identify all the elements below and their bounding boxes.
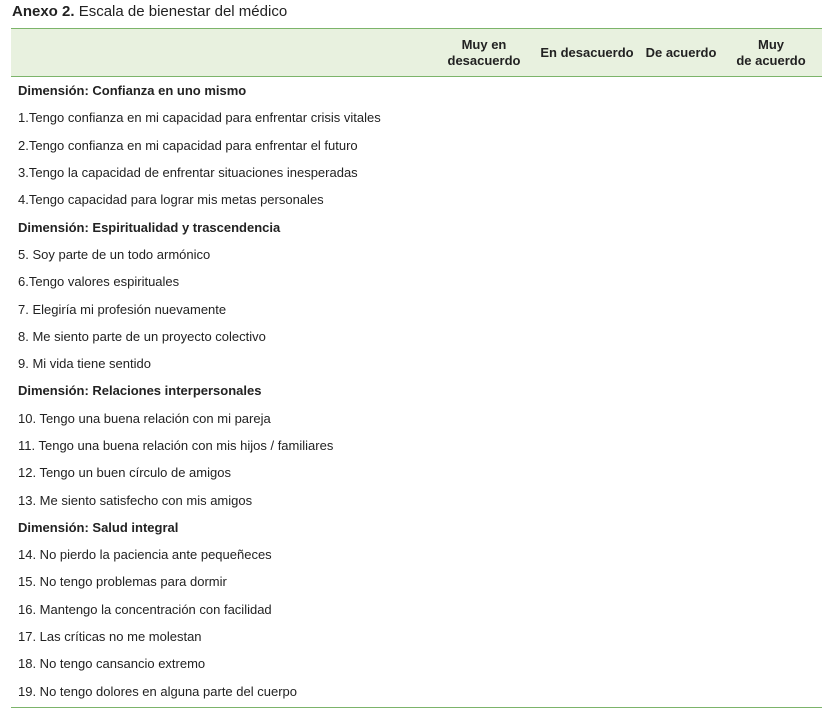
column-header-en-desacuerdo: En desacuerdo: [540, 44, 634, 60]
column-header-muy-de-acuerdo: Muy de acuerdo: [736, 36, 806, 68]
table-row: 19. No tengo dolores en alguna parte del cuerpo: [18, 683, 297, 699]
table-row: 4.Tengo capacidad para lograr mis metas personales: [18, 192, 324, 208]
dimension-heading: Dimensión: Confianza en uno mismo: [18, 83, 247, 99]
dimension-heading: Dimensión: Espiritualidad y trascendencia: [18, 219, 281, 235]
column-header-de-acuerdo: De acuerdo: [645, 44, 717, 60]
table-row: 2.Tengo confianza en mi capacidad para enfrentar el futuro: [18, 137, 358, 153]
wellbeing-scale-table: [11, 28, 822, 708]
table-row: 13. Me siento satisfecho con mis amigos: [18, 492, 253, 508]
table-body: [11, 77, 822, 705]
caption-label: Anexo 2.: [12, 3, 75, 20]
caption-title: Escala de bienestar del médico: [78, 3, 288, 20]
table-header: [11, 28, 822, 77]
table-row: 9. Mi vida tiene sentido: [18, 356, 151, 372]
table-row: 18. No tengo cansancio extremo: [18, 656, 206, 672]
dimension-heading: Dimensión: Salud integral: [18, 519, 179, 535]
table-row: 15. No tengo problemas para dormir: [18, 574, 227, 590]
table-row: 3.Tengo la capacidad de enfrentar situaciones inesperadas: [18, 165, 358, 181]
table-row: 17. Las críticas no me molestan: [18, 629, 202, 645]
table-caption: [12, 2, 287, 22]
dimension-heading: Dimensión: Relaciones interpersonales: [18, 383, 262, 399]
table-row: 7. Elegiría mi profesión nuevamente: [18, 301, 227, 317]
table-row: 8. Me siento parte de un proyecto colectivo: [18, 328, 266, 344]
table-row: 11. Tengo una buena relación con mis hijos / familiares: [18, 438, 334, 453]
table-row: 14. No pierdo la paciencia ante pequeñeces: [18, 547, 272, 563]
table-bottom-rule: [11, 707, 822, 708]
table-row: 10. Tengo una buena relación con mi pareja: [18, 410, 271, 426]
table-row: 5. Soy parte de un todo armónico: [18, 246, 211, 262]
table-row: 6.Tengo valores espirituales: [18, 274, 180, 290]
column-header-muy-en-desacuerdo: Muy en desacuerdo: [447, 36, 521, 68]
table-row: 1.Tengo confianza en mi capacidad para enfrentar crisis vitales: [18, 110, 381, 126]
table-row: 12. Tengo un buen círculo de amigos: [18, 465, 231, 481]
table-row: 16. Mantengo la concentración con facilidad: [18, 601, 272, 617]
